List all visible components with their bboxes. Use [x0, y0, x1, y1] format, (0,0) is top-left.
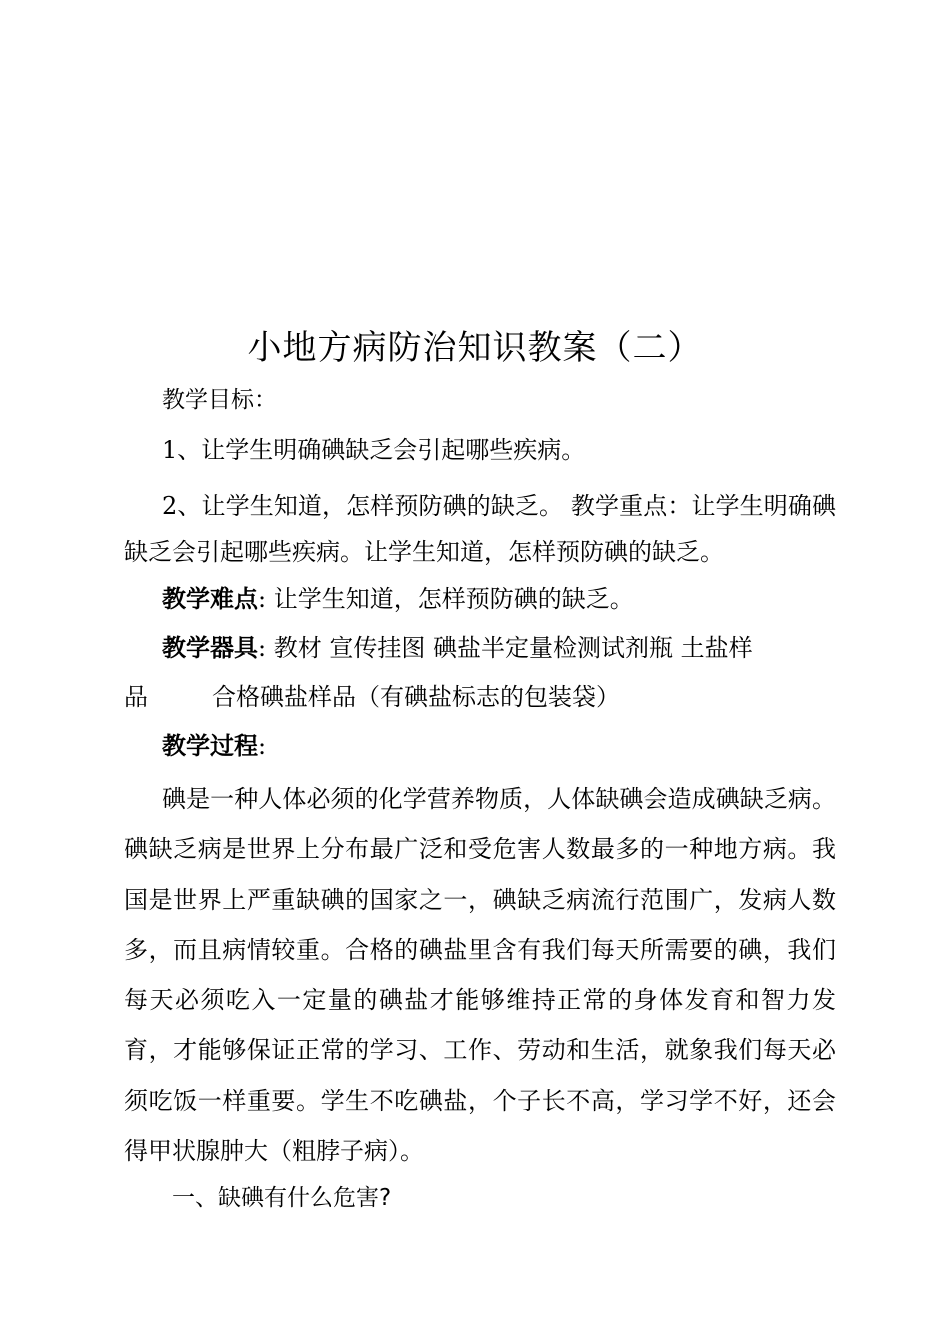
body-paragraph: 碘是一种人体必须的化学营养物质，人体缺碘会造成碘缺乏病。碘缺乏病是世界上分布最广泛和受危害人数最多的一种地方病。我国是世界上严重缺碘的国家之一，碘缺乏病流行范围广，发病人数多，而且病情较重。合格的碘盐里含有我们每天所需要的碘，我们每天必须吃入一定量的碘盐才能够维持正常的身体发育和智力发育，才能够保证正常的学习、工作、劳动和生活，就象我们每天必须吃饭一样重要。学生不吃碘盐，个子长不高，学习学不好，还会得甲状腺肿大（粗脖子病）。 [124, 785, 836, 1166]
section-1-heading: 一、缺碘有什么危害? [172, 1185, 392, 1211]
difficulty-line [162, 581, 634, 617]
goal-item-2-and-focus: 2、让学生知道，怎样预防碘的缺乏。 教学重点：让学生明确碘缺乏会引起哪些疾病。让学生知道，怎样预防碘的缺乏。 [124, 492, 836, 566]
goal-heading: 教学目标： [162, 387, 277, 413]
document-title: 小地方病防治知识教案（二） [247, 328, 703, 368]
process-label: 教学过程 [162, 732, 258, 760]
tools-text: : 教材 宣传挂图 碘盐半定量检测试剂瓶 土盐样 [258, 634, 753, 662]
difficulty-text: : 让学生知道，怎样预防碘的缺乏。 [258, 585, 634, 613]
process-line [162, 728, 266, 764]
tools-continuation-start: 品 [124, 683, 148, 711]
difficulty-label: 教学难点 [162, 585, 258, 613]
process-colon: : [258, 732, 267, 760]
tools-label: 教学器具 [162, 634, 258, 662]
goal-item-1: 1、让学生明确碘缺乏会引起哪些疾病。 [162, 436, 586, 464]
tools-continuation-items: 合格碘盐样品（有碘盐标志的包装袋） [212, 683, 620, 711]
tools-line [162, 630, 753, 666]
